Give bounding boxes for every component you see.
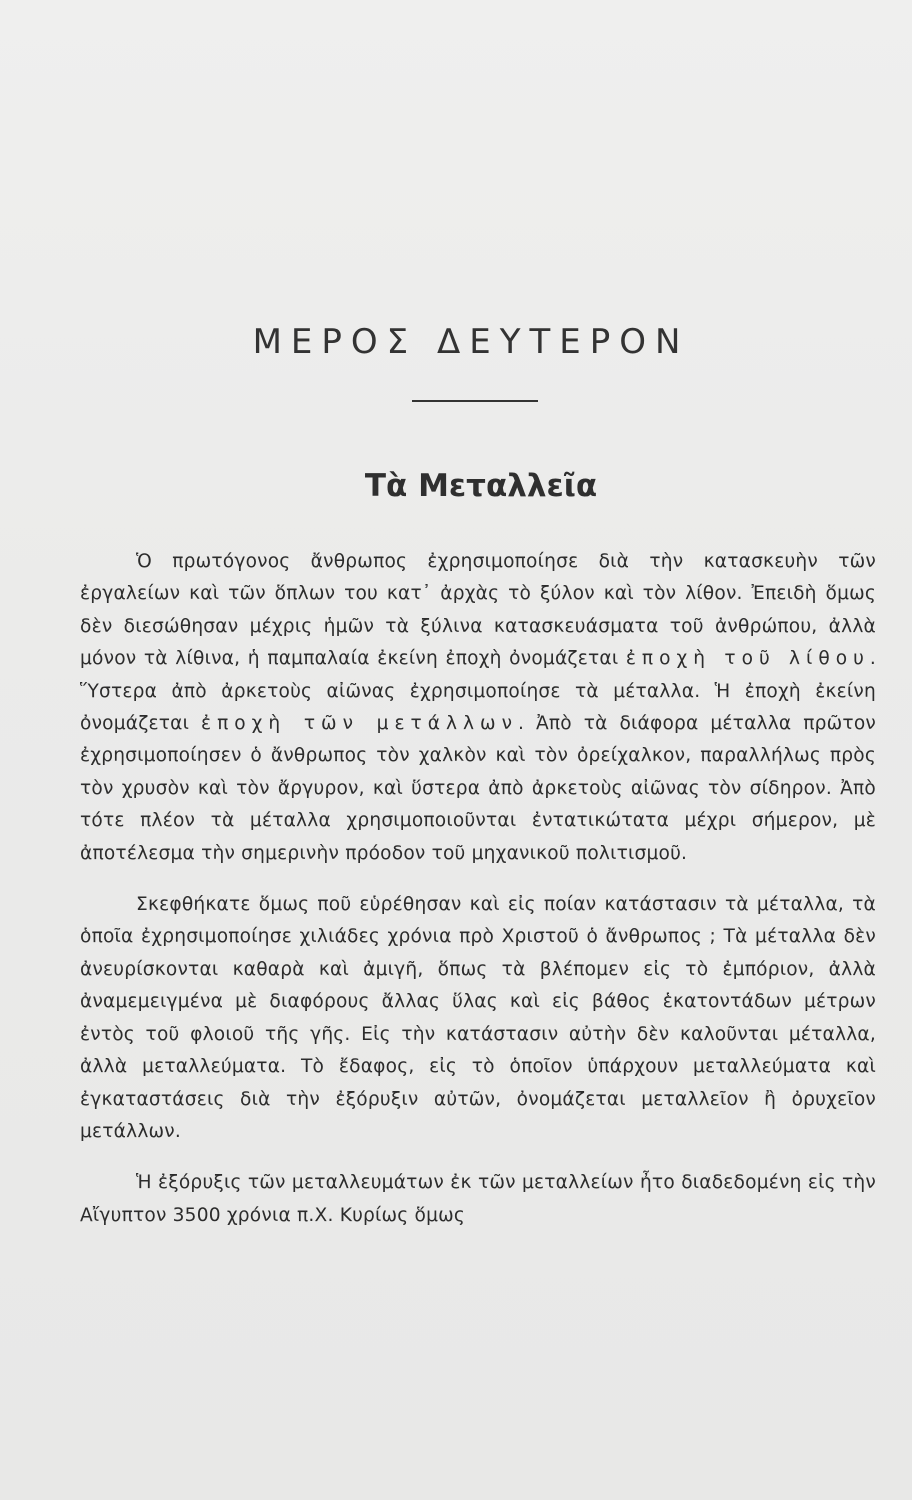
- paragraph-1-text-c: . Ἀπὸ τὰ διάφορα μέταλλα πρῶτον ἐχρησιμοποίησεν ὁ ἄνθρωπος τὸν χαλκὸν καὶ τὸν ὀρείχαλκον, παραλλήλως πρὸς τὸν χρυσὸν καὶ τὸν ἄργυρον, καὶ ὕστερα ἀπὸ ἀρκετοὺς αἰῶνας τὸν σίδηρον. Ἀπὸ τότε πλέον τὰ μέταλλα χρησιμοποιοῦνται ἐντατικώτατα μέχρι σήμερον, μὲ ἀποτέλεσμα τὴν σημερινὴν πρόοδον τοῦ μηχανικοῦ πολιτισμοῦ.: [80, 713, 876, 864]
- paragraph-3-text: Ἡ ἐξόρυξις τῶν μεταλλευμάτων ἐκ τῶν μεταλλείων ἦτο διαδεδομένη εἰς τὴν Αἴγυπτον 3500 χρόνια π.Χ. Κυρίως ὅμως: [80, 1172, 876, 1226]
- emphasis-stone-age: ἐποχὴ τοῦ λίθου: [625, 648, 870, 670]
- body-text: [80, 546, 876, 1232]
- paragraph-2: [80, 889, 876, 1148]
- heading-divider: [412, 400, 538, 402]
- paragraph-1: [80, 546, 876, 870]
- part-heading: ΜΕΡΟΣ ΔΕΥΤΕΡΟΝ: [252, 322, 690, 362]
- paragraph-2-text: Σκεφθήκατε ὅμως ποῦ εὑρέθησαν καὶ εἰς ποίαν κατάστασιν τὰ μέταλλα, τὰ ὁποῖα ἐχρησιμοποίησε χιλιάδες χρόνια πρὸ Χριστοῦ ὁ ἄνθρωπος ; Τὰ μέταλλα δὲν ἀνευρίσκονται καθαρὰ καὶ ἀμιγῆ, ὅπως τὰ βλέπομεν εἰς τὸ ἐμπόριον, ἀλλὰ ἀναμεμειγμένα μὲ διαφόρους ἄλλας ὕλας καὶ εἰς βάθος ἑκατοντάδων μέτρων ἐντὸς τοῦ φλοιοῦ τῆς γῆς. Εἰς τὴν κατάστασιν αὐτὴν δὲν καλοῦνται μέταλλα, ἀλλὰ μεταλλεύματα. Τὸ ἔδαφος, εἰς τὸ ὁποῖον ὑπάρχουν μεταλλεύματα καὶ ἐγκαταστάσεις διὰ τὴν ἐξόρυξιν αὐτῶν, ὀνομάζεται μεταλλεῖον ἢ ὀρυχεῖον μετάλλων.: [80, 894, 876, 1142]
- emphasis-metal-age: ἐποχὴ τῶν μετάλλων: [201, 713, 518, 735]
- chapter-title: Τὰ Μεταλλεῖα: [364, 468, 598, 504]
- paragraph-3: [80, 1167, 876, 1232]
- paragraph-1-text-a: Ὁ πρωτόγονος ἄνθρωπος ἐχρησιμοποίησε διὰ τὴν κατασκευὴν τῶν ἐργαλείων καὶ τῶν ὅπλων του κατ᾽ ἀρχὰς τὸ ξύλον καὶ τὸν λίθον. Ἐπειδὴ ὅμως δὲν διεσώθησαν μέχρις ἡμῶν τὰ ξύλινα κατασκευάσματα τοῦ ἀνθρώπου, ἀλλὰ μόνον τὰ λίθινα, ἡ παμπαλαία ἐκείνη ἐποχὴ ὀνομάζεται: [80, 551, 876, 670]
- paragraph-1-text-b: . Ὕστερα ἀπὸ ἀρκετοὺς αἰῶνας ἐχρησιμοποίησε τὰ μέταλλα. Ἡ ἐποχὴ ἐκείνη ὀνομάζεται: [80, 648, 876, 735]
